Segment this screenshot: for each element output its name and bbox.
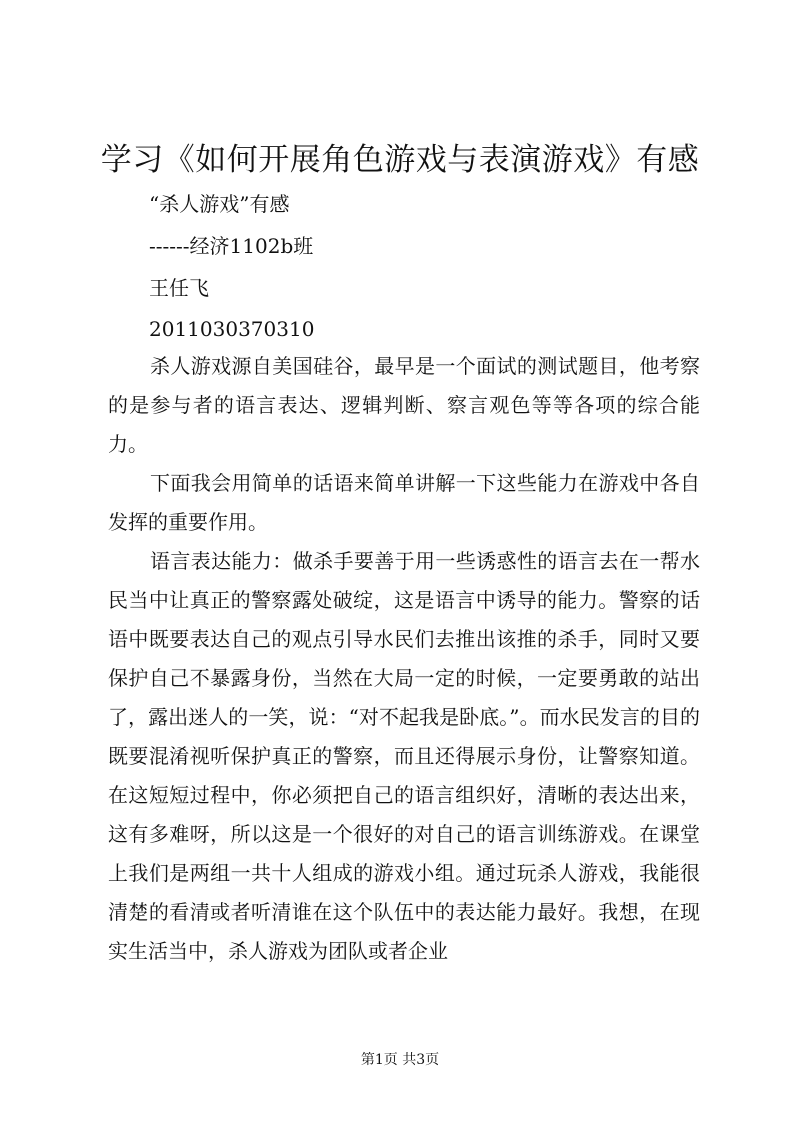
student-id: 2011030370310 (149, 317, 315, 341)
body-paragraph: 杀人游戏源自美国硅谷，最早是一个面试的测试题目，他考察的是参与者的语言表达、逻辑判断、察言观色等等各项的综合能力。 (108, 354, 700, 456)
body-paragraph: 下面我会用简单的话语来简单讲解一下这些能力在游戏中各自发挥的重要作用。 (108, 471, 700, 534)
document-subtitle: “杀人游戏”有感 (149, 192, 290, 216)
class-line: ------经济1102b班 (149, 234, 314, 258)
document-body (108, 347, 700, 971)
body-paragraph: 语言表达能力：做杀手要善于用一些诱惑性的语言去在一帮水民当中让真正的警察露处破绽，这是语言中诱导的能力。警察的话语中既要表达自己的观点引导水民们去推出该推的杀手，同时又要保护自己不暴露身份，当然在大局一定的时候，一定要勇敢的站出了，露出迷人的一笑，说：“对不起我是卧底。”。而水民发言的目的既要混淆视听保护真正的警察，而且还得展示身份，让警察知道。在这短短过程中，你必须把自己的语言组织好，清晰的表达出来，这有多难呀，所以这是一个很好的对自己的语言训练游戏。在课堂上我们是两组一共十人组成的游戏小组。通过玩杀人游戏，我能很清楚的看清或者听清谁在这个队伍中的表达能力最好。我想，在现实生活当中，杀人游戏为团队或者企业 (108, 549, 700, 963)
page-footer: 第1页 共3页 (360, 1052, 440, 1068)
document-title: 学习《如何开展角色游戏与表演游戏》有感 (100, 142, 700, 178)
author-name: 王任飞 (149, 276, 209, 300)
